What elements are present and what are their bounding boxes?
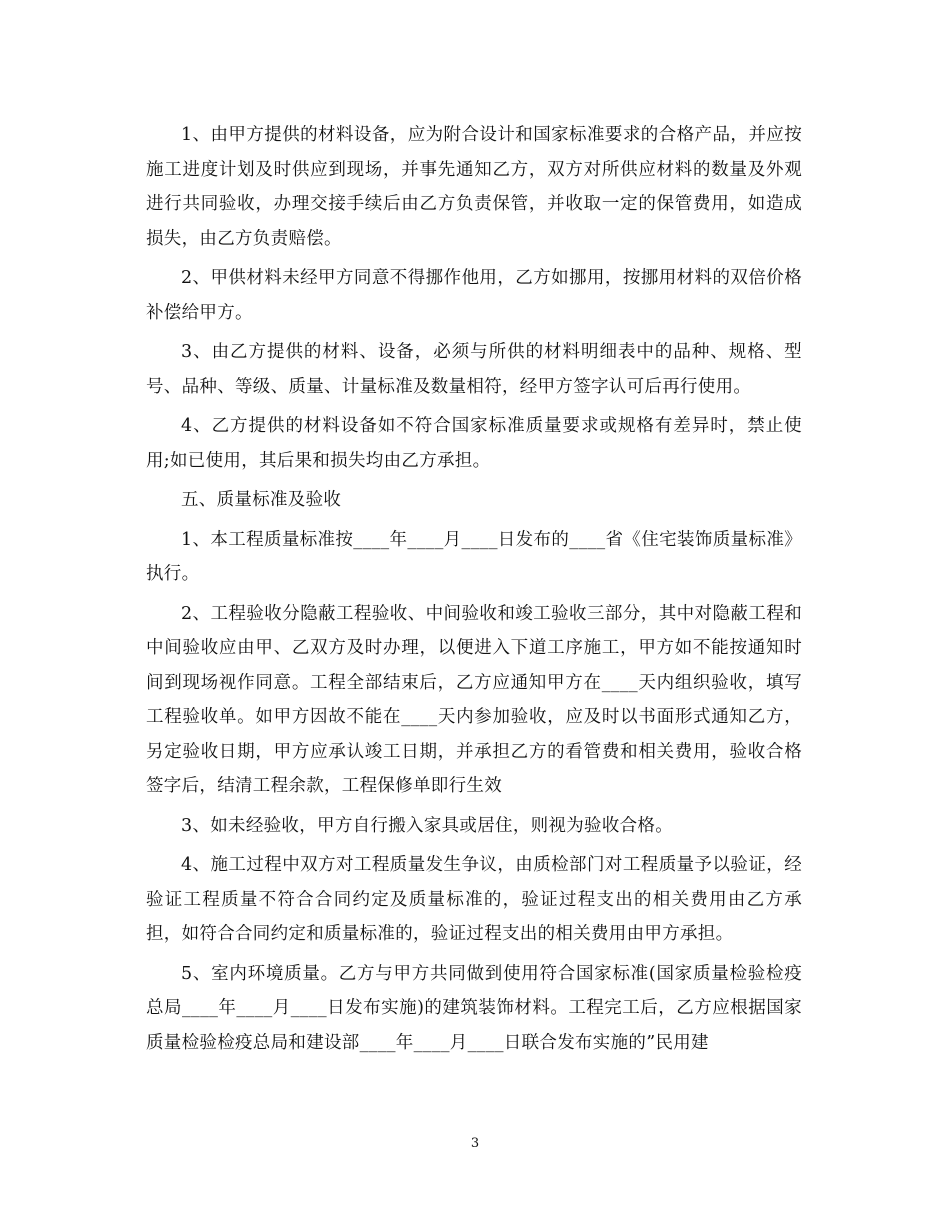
paragraph-deemed-acceptance: 3、如未经验收，甲方自行搬入家具或居住，则视为验收合格。 xyxy=(181,815,674,836)
paragraph-misuse-compensation: 2、甲供材料未经甲方同意不得挪作他用，乙方如挪用，按挪用材料的双倍价格补偿给甲方。 xyxy=(146,268,802,323)
paragraph-quality-dispute: 4、施工过程中双方对工程质量发生争议，由质检部门对工程质量予以验证，经验证工程质量不符合合同约定及质量标准的，验证过程支出的相关费用由乙方承担，如符合合同约定和质量标准的，验证过程支出的相关费用由甲方承担。 xyxy=(146,855,802,944)
paragraph-nonconforming-materials: 4、乙方提供的材料设备如不符合国家标准质量要求或规格有差异时，禁止使用;如已使用，其后果和损失均由乙方承担。 xyxy=(146,416,802,471)
paragraph-quality-standard: 1、本工程质量标准按____年____月____日发布的____省《住宅装饰质量标准》执行。 xyxy=(146,529,802,584)
document-body xyxy=(146,118,802,1065)
section-heading-quality-acceptance: 五、质量标准及验收 xyxy=(181,490,342,510)
paragraph-material-supply-party-b: 3、由乙方提供的材料、设备，必须与所供的材料明细表中的品种、规格、型号、品种、等级、质量、计量标准及数量相符，经甲方签字认可后再行使用。 xyxy=(146,342,802,397)
paragraph-material-supply-party-a: 1、由甲方提供的材料设备，应为附合设计和国家标准要求的合格产品，并应按施工进度计划及时供应到现场，并事先通知乙方，双方对所供应材料的数量及外观进行共同验收，办理交接手续后由乙方负责保管，并收取一定的保管费用，如造成损失，由乙方负责赔偿。 xyxy=(146,125,802,249)
page-number: 3 xyxy=(470,1136,480,1151)
paragraph-acceptance-process: 2、工程验收分隐蔽工程验收、中间验收和竣工验收三部分，其中对隐蔽工程和中间验收应由甲、乙双方及时办理，以便进入下道工序施工，甲方如不能按通知时间到现场视作同意。工程全部结束后，乙方应通知甲方在____天内组织验收，填写工程验收单。如甲方因故不能在____天内参加验收，应及时以书面形式通知乙方，另定验收日期，甲方应承认竣工日期，并承担乙方的看管费和相关费用，验收合格签字后，结清工程余款，工程保修单即行生效 xyxy=(146,603,802,796)
paragraph-indoor-environment: 5、室内环境质量。乙方与甲方共同做到使用符合国家标准(国家质量检验检疫总局____年____月____日发布实施)的建筑装饰材料。工程完工后，乙方应根据国家质量检验检疫总局和建设部____年____月____日联合发布实施的”民用建 xyxy=(146,963,802,1053)
